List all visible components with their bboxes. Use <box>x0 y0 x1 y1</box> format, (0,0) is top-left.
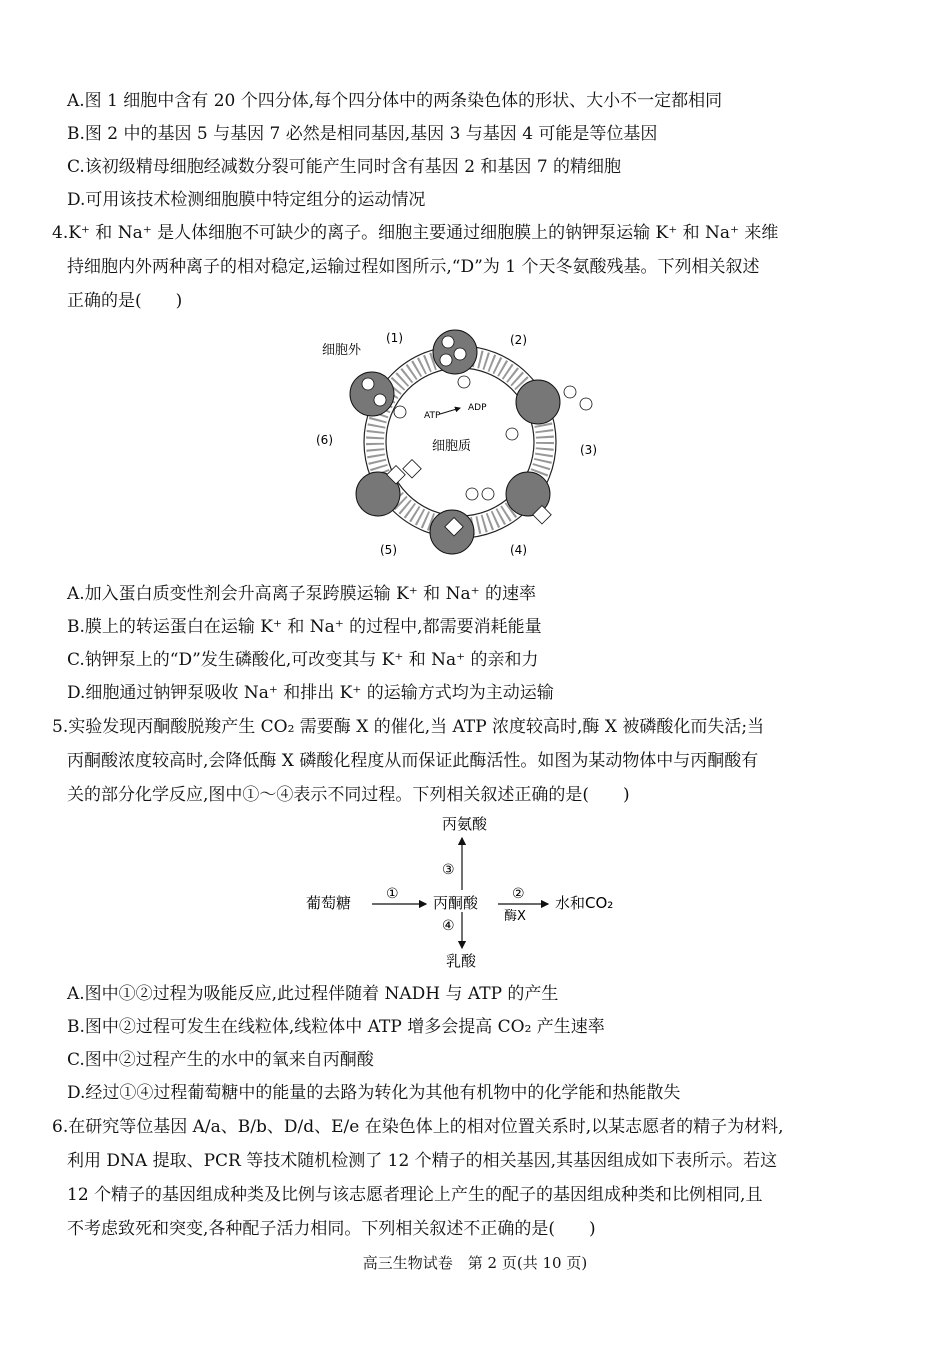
step-3: (3) <box>580 443 597 457</box>
q4-option-c: C.钠钾泵上的“D”发生磷酸化,可改变其与 K⁺ 和 Na⁺ 的亲和力 <box>67 650 539 670</box>
q3-option-b: B.图 2 中的基因 5 与基因 7 必然是相同基因,基因 3 与基因 4 可能是等位基因 <box>67 124 658 144</box>
q4-stem-line-1: 4.K⁺ 和 Na⁺ 是人体细胞不可缺少的离子。细胞主要通过细胞膜上的钠钾泵运输 K⁺ 和 Na⁺ 来维 <box>52 223 779 243</box>
q6-stem-line-4: 不考虑致死和突变,各种配子活力相同。下列相关叙述不正确的是( ) <box>67 1219 596 1239</box>
q4-stem-line-3: 正确的是( ) <box>67 291 183 311</box>
step-4: (4) <box>510 543 527 557</box>
lactate-node: 乳酸 <box>446 952 477 970</box>
enzyme-x-label: 酶X <box>504 909 526 924</box>
pump-6 <box>350 372 394 416</box>
q4-option-a: A.加入蛋白质变性剂会升高离子泵跨膜运输 K⁺ 和 Na⁺ 的速率 <box>67 584 536 604</box>
step-2-label: ② <box>512 886 525 902</box>
q3-option-a: A.图 1 细胞中含有 20 个四分体,每个四分体中的两条染色体的形状、大小不一定都相同 <box>67 91 723 111</box>
q4-option-b: B.膜上的转运蛋白在运输 K⁺ 和 Na⁺ 的过程中,都需要消耗能量 <box>67 617 542 637</box>
step-4-label: ④ <box>442 918 455 934</box>
pump-2 <box>516 380 560 424</box>
q3-option-c: C.该初级精母细胞经减数分裂可能产生同时含有基因 2 和基因 7 的精细胞 <box>67 157 622 177</box>
atp-label: ATP <box>424 411 441 421</box>
q5-stem-line-1: 5.实验发现丙酮酸脱羧产生 CO₂ 需要酶 X 的催化,当 ATP 浓度较高时,酶 X 被磷酸化而失活;当 <box>52 717 765 737</box>
q5-option-b: B.图中②过程可发生在线粒体,线粒体中 ATP 增多会提高 CO₂ 产生速率 <box>67 1017 605 1037</box>
step-1-label: ① <box>386 886 399 902</box>
q5-option-a: A.图中①②过程为吸能反应,此过程伴随着 NADH 与 ATP 的产生 <box>67 984 559 1004</box>
outside-label: 细胞外 <box>322 343 362 358</box>
q6-stem-line-2: 利用 DNA 提取、PCR 等技术随机检测了 12 个精子的相关基因,其基因组成如下表所示。若这 <box>67 1151 778 1171</box>
q4-option-d: D.细胞通过钠钾泵吸收 Na⁺ 和排出 K⁺ 的运输方式均为主动运输 <box>67 683 554 703</box>
step-3-label: ③ <box>442 862 455 878</box>
q5-option-d: D.经过①④过程葡萄糖中的能量的去路为转化为其他有机物中的化学能和热能散失 <box>67 1083 681 1103</box>
water-co2-node: 水和CO₂ <box>555 894 614 912</box>
q4-stem-line-2: 持细胞内外两种离子的相对稳定,运输过程如图所示,“D”为 1 个天冬氨酸残基。下列相关叙述 <box>67 257 760 277</box>
q5-stem-line-3: 关的部分化学反应,图中①～④表示不同过程。下列相关叙述正确的是( ) <box>67 785 630 805</box>
sodium-potassium-pump-figure <box>300 322 620 570</box>
adp-label: ADP <box>468 403 487 413</box>
q5-stem-line-2: 丙酮酸浓度较高时,会降低酶 X 磷酸化程度从而保证此酶活性。如图为某动物体中与丙酮酸有 <box>67 751 759 771</box>
step-5: (5) <box>380 543 397 557</box>
inside-label: 细胞质 <box>432 439 472 454</box>
q6-stem-line-3: 12 个精子的基因组成种类及比例与该志愿者理论上产生的配子的基因组成种类和比例相同,且 <box>67 1185 763 1205</box>
glucose-node: 葡萄糖 <box>306 894 352 912</box>
q5-option-c: C.图中②过程产生的水中的氧来自丙酮酸 <box>67 1050 374 1070</box>
alanine-node: 丙氨酸 <box>442 815 488 833</box>
step-2: (2) <box>510 333 527 347</box>
step-6: (6) <box>316 433 333 447</box>
pyruvate-pathway-diagram <box>300 812 640 976</box>
page-footer: 高三生物试卷 第 2 页(共 10 页) <box>362 1254 588 1272</box>
q3-option-d: D.可用该技术检测细胞膜中特定组分的运动情况 <box>67 190 426 210</box>
pyruvate-node: 丙酮酸 <box>433 894 479 912</box>
q6-stem-line-1: 6.在研究等位基因 A/a、B/b、D/d、E/e 在染色体上的相对位置关系时,以某志愿者的精子为材料, <box>52 1117 784 1137</box>
step-1: (1) <box>386 331 403 345</box>
